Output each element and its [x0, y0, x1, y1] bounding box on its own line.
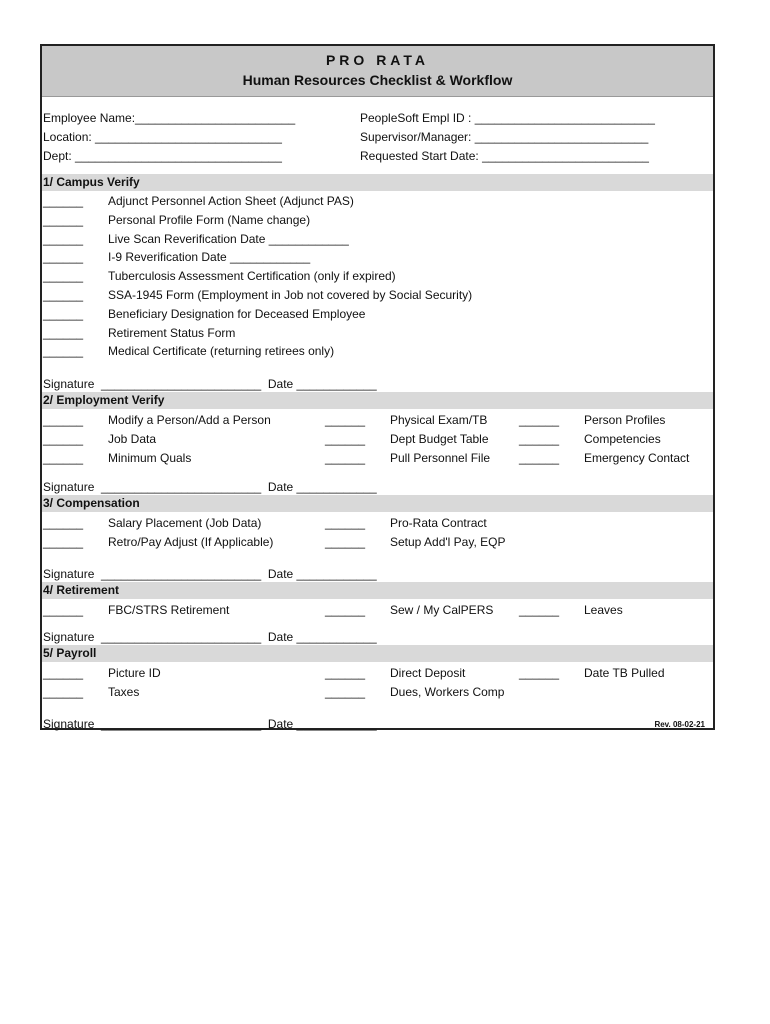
checklist-item: Retirement Status Form — [108, 325, 236, 340]
checkbox-blank[interactable]: ______ — [325, 603, 366, 617]
section-compensation: 3/ Compensation — [42, 495, 713, 512]
section-campus-verify: 1/ Campus Verify — [42, 174, 713, 191]
supervisor-field[interactable]: Supervisor/Manager: __________________________ — [360, 130, 649, 144]
checklist-form — [40, 44, 715, 730]
checkbox-blank[interactable]: ______ — [325, 666, 366, 680]
checklist-item: Minimum Quals — [108, 450, 192, 465]
checklist-item: Beneficiary Designation for Deceased Employee — [108, 306, 366, 321]
checklist-item: Medical Certificate (returning retirees only) — [108, 344, 335, 359]
checklist-item: Salary Placement (Job Data) — [108, 516, 262, 530]
section-retirement: 4/ Retirement — [42, 582, 713, 599]
checklist-item: Dues, Workers Comp — [390, 684, 505, 699]
checkbox-blank[interactable]: ______ — [519, 603, 560, 617]
form-title: PRO RATA — [325, 52, 430, 68]
checklist-item: Person Profiles — [584, 413, 666, 427]
checklist-item: Tuberculosis Assessment Certification (only if expired) — [108, 269, 396, 284]
checkbox-blank[interactable]: ______ — [325, 534, 366, 549]
checkbox-blank[interactable]: ______ — [43, 231, 84, 246]
checkbox-blank[interactable]: ______ — [325, 450, 366, 465]
signature-line[interactable]: Signature ________________________ Date ____________ — [43, 567, 377, 581]
signature-line[interactable]: Signature ________________________ Date ____________ — [43, 630, 377, 644]
checkbox-blank[interactable]: ______ — [43, 306, 84, 321]
dept-field[interactable]: Dept: _______________________________ — [43, 149, 282, 163]
checkbox-blank[interactable]: ______ — [325, 684, 366, 699]
checklist-item: Direct Deposit — [390, 666, 466, 680]
checkbox-blank[interactable]: ______ — [43, 684, 84, 699]
checklist-item: Live Scan Reverification Date ____________ — [108, 231, 349, 246]
checklist-item: Setup Add'l Pay, EQP — [390, 534, 506, 549]
checklist-item: Pull Personnel File — [390, 450, 491, 465]
checkbox-blank[interactable]: ______ — [519, 431, 560, 446]
form-header — [42, 46, 713, 97]
checklist-item: Competencies — [584, 431, 661, 446]
revision-label: Rev. 08-02-21 — [654, 720, 705, 729]
checklist-item: Job Data — [108, 431, 157, 446]
checklist-item: Adjunct Personnel Action Sheet (Adjunct PAS) — [108, 194, 354, 208]
start-date-field[interactable]: Requested Start Date: _________________________ — [360, 149, 649, 163]
checkbox-blank[interactable]: ______ — [43, 603, 84, 617]
checklist-item: Physical Exam/TB — [390, 413, 488, 427]
checklist-item: Emergency Contact — [584, 450, 690, 465]
checklist-item: SSA-1945 Form (Employment in Job not covered by Social Security) — [108, 288, 473, 302]
employee-name-field[interactable]: Employee Name:________________________ — [43, 111, 296, 125]
checklist-item: I-9 Reverification Date ____________ — [108, 250, 311, 265]
checkbox-blank[interactable]: ______ — [43, 288, 84, 302]
signature-line[interactable]: Signature ________________________ Date ____________ — [43, 377, 377, 391]
checkbox-blank[interactable]: ______ — [43, 250, 84, 265]
section-payroll: 5/ Payroll — [42, 645, 713, 662]
checkbox-blank[interactable]: ______ — [325, 516, 366, 530]
checkbox-blank[interactable]: ______ — [43, 534, 84, 549]
checkbox-blank[interactable]: ______ — [43, 516, 84, 530]
location-field[interactable]: Location: ____________________________ — [43, 130, 282, 144]
checkbox-blank[interactable]: ______ — [43, 450, 84, 465]
checklist-item: Leaves — [584, 603, 623, 617]
section-employment-verify: 2/ Employment Verify — [42, 392, 713, 409]
checklist-item: Dept Budget Table — [390, 431, 489, 446]
form-subtitle: Human Resources Checklist & Workflow — [242, 72, 513, 88]
signature-line[interactable]: Signature ________________________ Date ____________ — [43, 480, 377, 494]
checkbox-blank[interactable]: ______ — [43, 666, 84, 680]
checkbox-blank[interactable]: ______ — [43, 413, 84, 427]
checklist-item: Picture ID — [108, 666, 161, 680]
checklist-item: Date TB Pulled — [584, 666, 665, 680]
checkbox-blank[interactable]: ______ — [43, 431, 84, 446]
checklist-item: Modify a Person/Add a Person — [108, 413, 271, 427]
signature-line[interactable]: Signature ________________________ Date ____________ — [43, 717, 377, 731]
checklist-item: Sew / My CalPERS — [390, 603, 494, 617]
checklist-item: Personal Profile Form (Name change) — [108, 212, 311, 227]
checkbox-blank[interactable]: ______ — [43, 325, 84, 340]
checkbox-blank[interactable]: ______ — [325, 431, 366, 446]
checkbox-blank[interactable]: ______ — [519, 450, 560, 465]
checkbox-blank[interactable]: ______ — [519, 413, 560, 427]
peoplesoft-id-field[interactable]: PeopleSoft Empl ID : ___________________________ — [360, 111, 655, 125]
checklist-item: Pro-Rata Contract — [390, 516, 487, 530]
checkbox-blank[interactable]: ______ — [43, 194, 84, 208]
checkbox-blank[interactable]: ______ — [43, 344, 84, 359]
checklist-item: FBC/STRS Retirement — [108, 603, 230, 617]
checkbox-blank[interactable]: ______ — [43, 269, 84, 284]
checkbox-blank[interactable]: ______ — [43, 212, 84, 227]
checkbox-blank[interactable]: ______ — [519, 666, 560, 680]
checkbox-blank[interactable]: ______ — [325, 413, 366, 427]
checklist-item: Retro/Pay Adjust (If Applicable) — [108, 534, 274, 549]
checklist-item: Taxes — [108, 684, 140, 699]
